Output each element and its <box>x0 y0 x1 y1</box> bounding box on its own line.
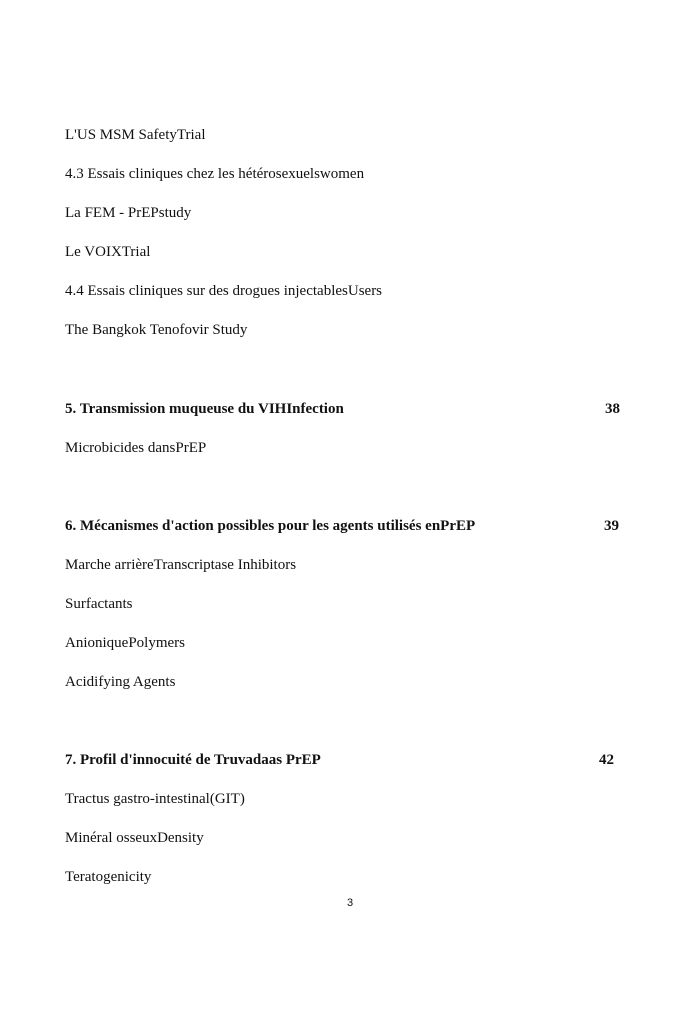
section-5-heading: 5. Transmission muqueuse du VIHInfection <box>65 401 344 417</box>
section-7-heading: 7. Profil d'innocuité de Truvadaas PrEP <box>65 752 321 768</box>
toc-entry: Teratogenicity <box>65 869 152 885</box>
section-6-heading: 6. Mécanismes d'action possibles pour les agents utilisés enPrEP <box>65 518 476 534</box>
section-5-page-number: 38 <box>605 401 620 417</box>
section-7-page-number: 42 <box>599 752 614 768</box>
toc-entry: Acidifying Agents <box>65 674 176 690</box>
toc-entry: Microbicides dansPrEP <box>65 440 207 456</box>
toc-entry: La FEM - PrEPstudy <box>65 205 192 221</box>
toc-entry: Marche arrièreTranscriptase Inhibitors <box>65 557 297 573</box>
page-number: 3 <box>346 897 354 909</box>
toc-entry: 4.3 Essais cliniques chez les hétérosexuelswomen <box>65 166 365 182</box>
toc-entry: L'US MSM SafetyTrial <box>65 127 206 143</box>
toc-entry: The Bangkok Tenofovir Study <box>65 322 248 338</box>
toc-entry: Minéral osseuxDensity <box>65 830 204 846</box>
toc-entry: Tractus gastro-intestinal(GIT) <box>65 791 245 807</box>
toc-entry: Le VOIXTrial <box>65 244 151 260</box>
section-6-page-number: 39 <box>604 518 619 534</box>
toc-entry: AnioniquePolymers <box>65 635 185 651</box>
toc-entry: Surfactants <box>65 596 133 612</box>
toc-entry: 4.4 Essais cliniques sur des drogues injectablesUsers <box>65 283 383 299</box>
